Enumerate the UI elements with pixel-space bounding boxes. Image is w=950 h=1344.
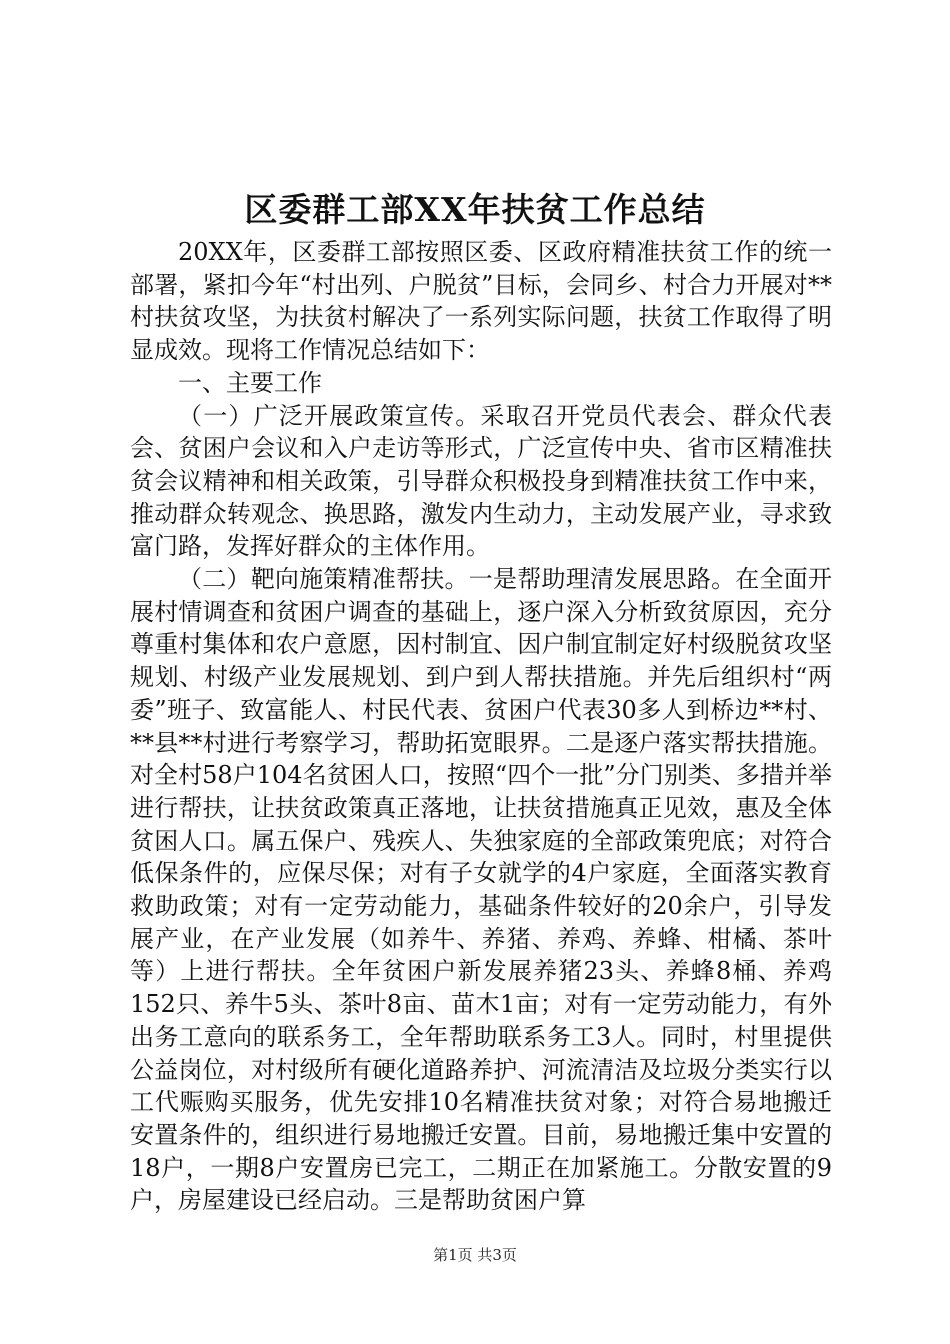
document-title: 区委群工部XX年扶贫工作总结	[244, 190, 706, 229]
document-body	[130, 236, 832, 1217]
section-heading-main-work: 一、主要工作	[178, 368, 322, 397]
intro-paragraph: 20XX年，区委群工部按照区委、区政府精准扶贫工作的统一部署，紧扣今年“村出列、户脱贫”目标，会同乡、村合力开展对**村扶贫攻坚，为扶贫村解决了一系列实际问题，扶贫工作取得了明显成效。现将工作情况总结如下：	[130, 238, 832, 365]
paragraph-policy-publicity: （一）广泛开展政策宣传。采取召开党员代表会、群众代表会、贫困户会议和入户走访等形式，广泛宣传中央、省市区精准扶贫会议精神和相关政策，引导群众积极投身到精准扶贫工作中来，推动群众转观念、换思路，激发内生动力，主动发展产业，寻求致富门路，发挥好群众的主体作用。	[130, 401, 832, 561]
page-number-footer: 第1页 共3页	[433, 1246, 517, 1264]
paragraph-targeted-assistance: （二）靶向施策精准帮扶。一是帮助理清发展思路。在全面开展村情调查和贫困户调查的基础上，逐户深入分析致贫原因，充分尊重村集体和农户意愿，因村制宜、因户制宜制定好村级脱贫攻坚规划、村级产业发展规划、到户到人帮扶措施。并先后组织村“两委”班子、致富能人、村民代表、贫困户代表30多人到桥边**村、**县**村进行考察学习，帮助拓宽眼界。二是逐户落实帮扶措施。对全村58户104名贫困人口，按照“四个一批”分门别类、多措并举进行帮扶，让扶贫政策真正落地，让扶贫措施真正见效，惠及全体贫困人口。属五保户、残疾人、失独家庭的全部政策兜底；对符合低保条件的，应保尽保；对有子女就学的4户家庭，全面落实教育救助政策；对有一定劳动能力，基础条件较好的20余户，引导发展产业，在产业发展（如养牛、养猪、养鸡、养蜂、柑橘、茶叶等）上进行帮扶。全年贫困户新发展养猪23头、养蜂8桶、养鸡152只、养牛5头、茶叶8亩、苗木1亩；对有一定劳动能力，有外出务工意向的联系务工，全年帮助联系务工3人。同时，村里提供公益岗位，对村级所有硬化道路养护、河流清洁及垃圾分类实行以工代赈购买服务，优先安排10名精准扶贫对象；对符合易地搬迁安置条件的，组织进行易地搬迁安置。目前，易地搬迁集中安置的18户，一期8户安置房已完工，二期正在加紧施工。分散安置的9户，房屋建设已经启动。三是帮助贫困户算	[130, 565, 832, 1215]
